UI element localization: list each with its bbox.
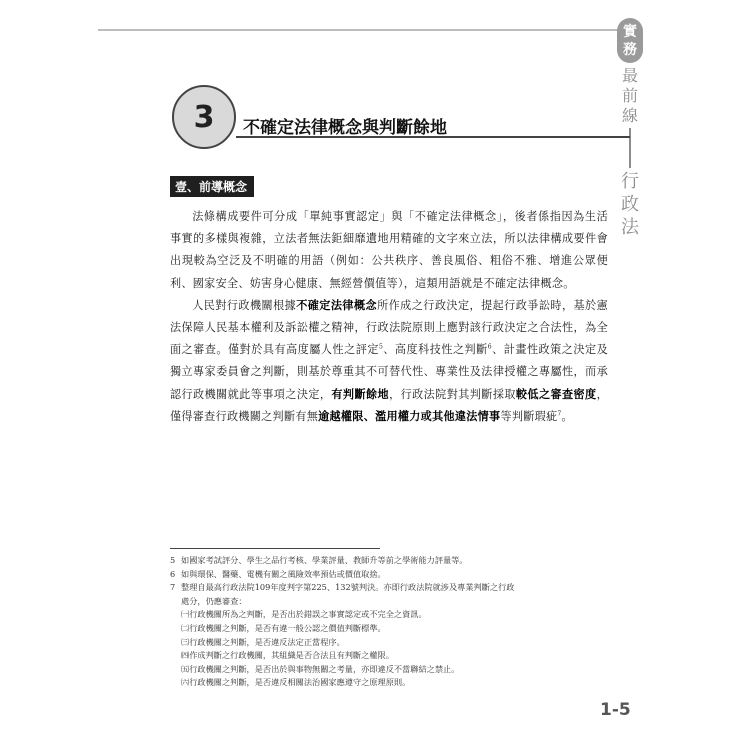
chapter-number-badge [172, 85, 236, 149]
badge-char: 實 [623, 23, 637, 40]
side-tab-char: 最 [621, 66, 638, 85]
series-badge [617, 18, 643, 63]
footnotes [170, 554, 610, 690]
footnote-item: ㈥行政機關之判斷，是否違反相關法治國家應遵守之原理原則。 [181, 677, 411, 688]
section-heading: 壹、前導概念 [170, 176, 254, 197]
footnote [170, 581, 610, 595]
footnote-separator [170, 548, 380, 549]
page-number: 1-5 [600, 700, 631, 720]
header-rule [98, 29, 630, 31]
footnote-item: ㈣作成判斷之行政機關，其組織是否合法且有判斷之權限。 [181, 650, 394, 661]
footnote-item: ㈡行政機關之判斷，是否有違一般公認之價值判斷標準。 [181, 622, 386, 633]
chapter-number: 3 [193, 99, 215, 135]
paragraph: 人民對行政機關根據不確定法律概念所作成之行政決定，提起行政爭訟時，基於憲法保障人民基本權利及訴訟權之精神，行政法院原則上應對該行政決定之合法性，為全面之審查。僅對於具有高度屬人性之評定$^5$、高度科技性之判斷$^6$、計畫性政策之決定及獨立專家委員會之判斷，則基於尊重其不可替代性、專業性及法律授權之專屬性，而承認行政機關就此等事項之決定，有判斷餘地，行政法院對其判斷採取較低之審查密度，僅得審查行政機關之判斷有無逾越權限、濫用權力或其他違法情事等判斷瑕疵$^7$。 [170, 298, 609, 423]
chapter-title: 不確定法律概念與判斷餘地 [243, 118, 447, 138]
side-tab-subject-char: 行 [621, 171, 639, 192]
footnote-ref[interactable]: 5 [378, 343, 384, 351]
paragraph: 法條構成要件可分成「單純事實認定」與「不確定法律概念」，後者係指因為生活事實的多樣與複雜，立法者無法鉅細靡遺地用精確的文字來立法，所以法律構成要件會出現較為空泛及不明確的用語（例如：公共秩序、善良風俗、粗俗不雅、增進公眾便利、國家安全、妨害身心健康、無經營價值等），這類用語就是不確定法律概念。 [170, 210, 608, 290]
emphasis: 有判斷餘地 [331, 387, 390, 401]
side-tab-char: 前 [621, 86, 638, 105]
footnote-number: 5 [170, 555, 176, 565]
footnote [170, 554, 610, 568]
footnote-ref[interactable]: 7 [557, 410, 562, 418]
footnote-item: ㈤行政機關之判斷，是否出於與事物無關之考量，亦即違反不當聯結之禁止。 [181, 663, 460, 674]
footnote-text: 如國家考試評分、學生之品行考核、學業評量、教師升等前之學術能力評量等。 [181, 555, 468, 565]
footnote-number: 7 [170, 582, 176, 593]
side-tab-subject-char: 政 [621, 194, 639, 215]
side-tab-subject-char: 法 [621, 217, 639, 238]
side-tab-char: 線 [621, 106, 638, 125]
emphasis: 逾越權限、濫用權力或其他違法情事 [318, 409, 501, 423]
footnote-number: 6 [170, 568, 176, 579]
body-text [170, 206, 608, 428]
badge-char: 務 [623, 41, 637, 58]
footnote-item: ㈢行政機關之判斷，是否違反法定正當程序。 [181, 636, 345, 647]
footnote-text: 整理自最高行政法院109年度判字第225、132號判決。亦即行政法院就涉及專業判斷之行政 [181, 582, 515, 593]
emphasis: 不確定法律概念 [296, 298, 378, 312]
footnote-continuation: 處分，仍應審查： [181, 595, 247, 606]
emphasis: 較低之審查密度 [515, 387, 597, 401]
side-tab-divider [629, 128, 631, 168]
footnote-item: ㈠行政機關所為之判斷，是否出於錯誤之事實認定或不完全之資訊。 [181, 609, 427, 620]
footnote [170, 568, 610, 582]
footnote-text: 如與環保、醫藥、電機有關之風險效率預估或價值取捨。 [181, 568, 386, 579]
footnote-ref[interactable]: 6 [487, 343, 492, 351]
